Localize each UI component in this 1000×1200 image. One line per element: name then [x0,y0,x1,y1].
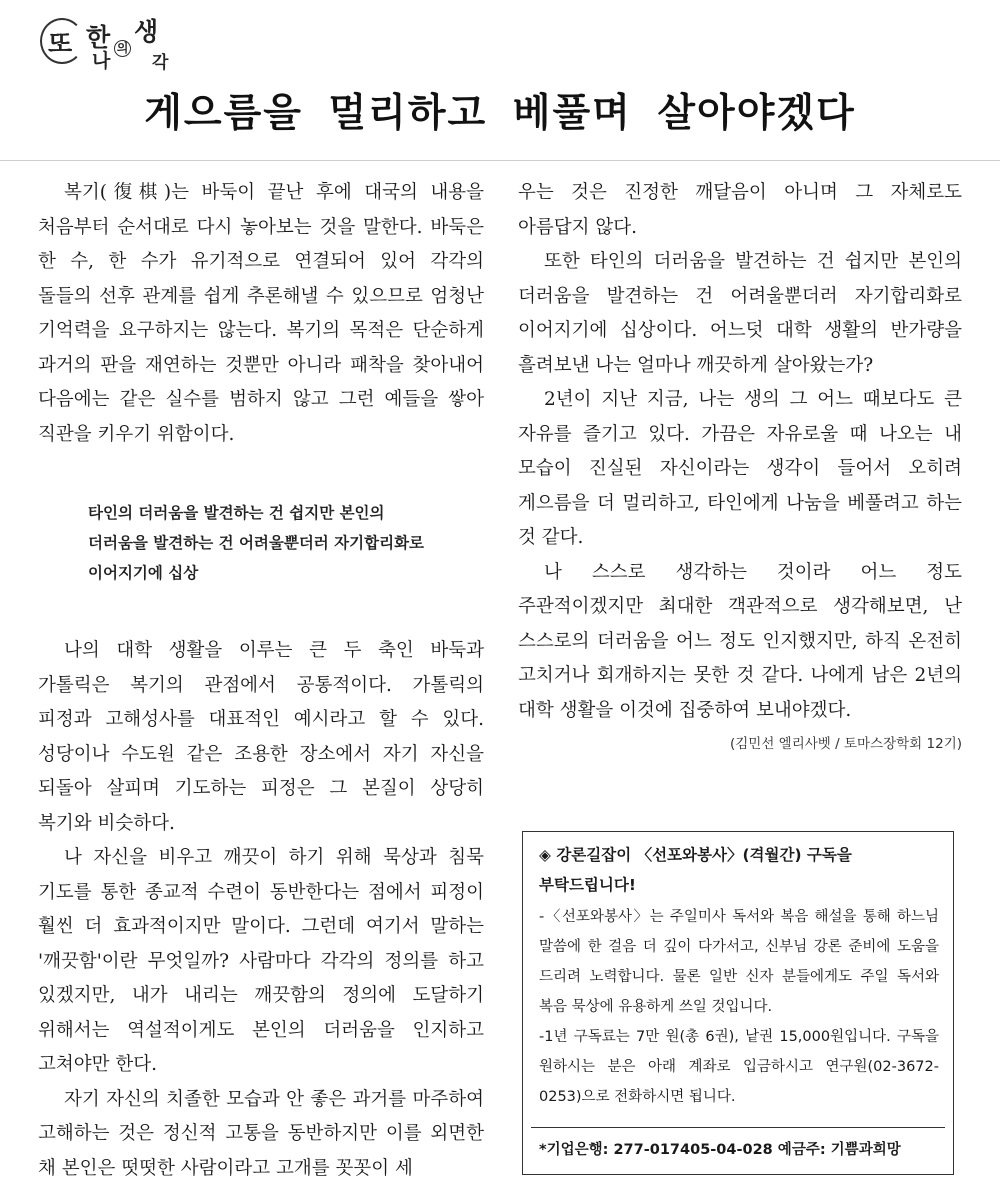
notice-body [523,900,953,1112]
paragraph: 또한 타인의 더러움을 발견하는 건 쉽지만 본인의 더러움을 발견하는 건 어려울뿐더러 자기합리화로 이어지기에 십상이다. 어느덧 대학 생활의 반가량을 흘려보낸 나는 얼마나 깨끗하게 살아왔는가? [518,251,962,376]
paragraph: 나 스스로 생각하는 것이라 어느 정도 주관적이겠지만 최대한 객관적으로 생각해보면, 난 스스로의 더러움을 어느 정도 인지했지만, 하직 온전히 고치거나 회개하지는 못한 것 같다. 나에게 남은 2년의 대학 생활을 이것에 집중하여 보내야겠다. [518,561,962,721]
subscription-notice-box [522,831,954,1175]
notice-heading: ◈ 강론길잡이 〈선포와봉사〉(격월간) 구독을 부탁드립니다! [539,846,852,894]
column-logo: 또 한 나 의 생 각 [40,6,180,76]
paragraph: 나 자신을 비우고 깨끗이 하기 위해 묵상과 침묵 기도를 통한 종교적 수련이 동반한다는 점에서 피정이 훨씬 더 효과적이지만 말이다. 그런데 여기서 말하는 '깨끗함'이란 무엇일까? 사람마다 각각의 정의를 하고 있겠지만, 내가 내리는 깨끗함의 정의에 도달하기 위해서는 역설적이게도 본인의 더러움을 인지하고 고쳐야만 한다. [38,847,484,1075]
paragraph: 나의 대학 생활을 이루는 큰 두 축인 바둑과 가톨릭은 복기의 관점에서 공통적이다. 가톨릭의 피정과 고해성사를 대표적인 예시라고 할 수 있다. 성당이나 수도원 같은 조용한 장소에서 자기 자신을 되돌아 살피며 기도하는 피정은 그 본질이 상당히 복기와 비슷하다. [38,640,484,834]
article-title: 게으름을 멀리하고 베풀며 살아야겠다 [144,91,856,136]
paragraph: 자기 자신의 치졸한 모습과 안 좋은 과거를 마주하여 고해하는 것은 정신적 고통을 동반하지만 이를 외면한 채 본인은 떳떳한 사람이라고 고개를 꼿꼿이 세 [38,1088,484,1179]
bank-account-info: *기업은행: 277-017405-04-028 예금주: 기쁨과희망 [531,1127,945,1174]
notice-line: -〈선포와봉사〉는 주일미사 독서와 복음 해설을 통해 하느님 말씀에 한 걸음 더 깊이 다가서고, 신부님 강론 준비에 도움을 드리려 노력합니다. 물론 일반 신자 분들에게도 주일 독서와 복음 묵상에 유용하게 쓰일 것입니다. [539,909,939,1015]
notice-line: -1년 구독료는 7만 원(총 6권), 낱권 15,000원입니다. 구독을 원하시는 분은 아래 계좌로 입금하시고 연구원(02-3672-0253)으로 전화하시면 됩니다. [539,1029,939,1105]
right-column [518,176,962,760]
pull-quote: 타인의 더러움을 발견하는 건 쉽지만 본인의 더러움을 발견하는 건 어려울뿐더러 자기합리화로 이어지기에 십상 [88,504,425,582]
paragraph: 복기(復棋)는 바둑이 끝난 후에 대국의 내용을 처음부터 순서대로 다시 놓아보는 것을 말한다. 바둑은 한 수, 한 수가 유기적으로 연결되어 있어 각각의 돌들의 선후 관계를 쉽게 추론해낼 수 있으므로 엄청난 기억력을 요구하지는 않는다. 복기의 목적은 단순하게 과거의 판을 재연하는 것뿐만 아니라 패착을 찾아내어 다음에는 같은 실수를 범하지 않고 그런 예들을 쌓아 직관을 키우기 위함이다. [38,182,484,445]
paragraph: 우는 것은 진정한 깨달음이 아니며 그 자체로도 아름답지 않다. [518,182,962,238]
author-credit: (김민선 엘리사벳 / 토마스장학회 12기) [730,736,962,752]
header [0,0,1000,161]
left-column [38,176,484,1186]
paragraph: 2년이 지난 지금, 나는 생의 그 어느 때보다도 큰 자유를 즐기고 있다. 가끔은 자유로울 때 나오는 내 모습이 진실된 자신이라는 생각이 들어서 오히려 게으름을 더 멀리하고, 타인에게 나눔을 베풀려고 하는 것 같다. [518,389,962,548]
